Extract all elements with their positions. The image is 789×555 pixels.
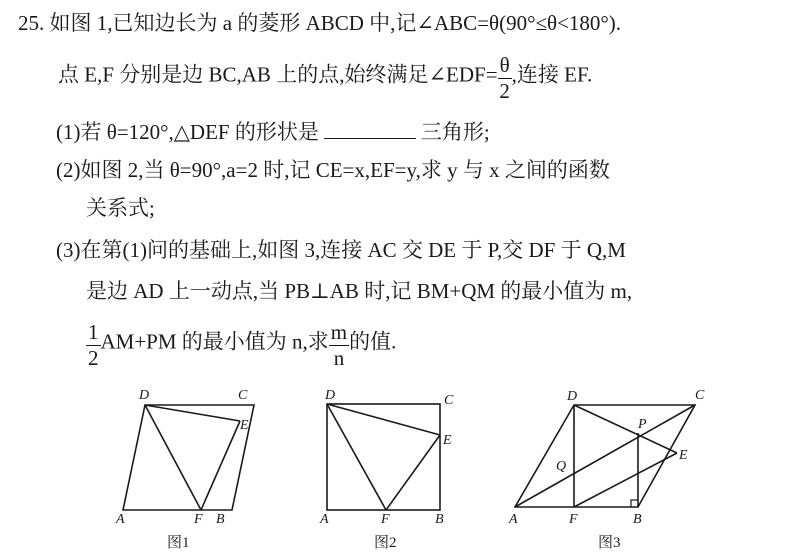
fig2-label-D: D: [325, 388, 336, 403]
figure-3: [505, 383, 715, 555]
fraction-denominator: 2: [88, 346, 99, 370]
theta-over-2-fraction: [498, 55, 512, 102]
problem-line-2: [58, 53, 593, 103]
fraction-denominator: 2: [499, 79, 510, 103]
q3-line3-end: 的值.: [349, 329, 397, 354]
fig3-label-A: A: [509, 512, 518, 527]
fig2-label-F: F: [381, 512, 390, 527]
figure-1: [110, 383, 270, 555]
fig1-label-C: C: [238, 388, 248, 403]
fig2-line-EF: [386, 435, 440, 510]
fraction-numerator: 1: [88, 320, 99, 344]
question-2-line-1: (2)如图 2,当 θ=90°,a=2 时,记 CE=x,EF=y,求 y 与 x 之间的函数: [56, 158, 610, 182]
one-half-fraction: [86, 322, 101, 369]
fig3-line-EF: [574, 453, 677, 507]
figure-2: [318, 383, 468, 555]
answer-blank[interactable]: [324, 121, 416, 139]
fig3-label-P: P: [638, 417, 647, 432]
fig2-label-A: A: [320, 512, 329, 527]
fig1-label-F: F: [194, 512, 203, 527]
question-3-line-3: [86, 320, 397, 370]
fig3-line-DE: [574, 405, 677, 453]
fig1-label-D: D: [139, 388, 150, 403]
m-over-n-fraction: [329, 322, 349, 369]
fig2-line-DF: [327, 404, 386, 510]
fig3-label-B: B: [633, 512, 642, 527]
fig2-line-DE: [327, 404, 440, 435]
fraction-numerator: θ: [499, 53, 510, 77]
fig1-label-B: B: [216, 512, 225, 527]
fig3-label-D: D: [567, 389, 578, 404]
question-1: [56, 121, 490, 143]
fig2-label-C: C: [444, 393, 454, 408]
fraction-numerator: m: [330, 320, 348, 344]
fig3-caption: 图3: [598, 535, 621, 551]
fig2-label-B: B: [435, 512, 444, 527]
fig3-label-Q: Q: [556, 459, 567, 474]
fig1-label-A: A: [116, 512, 125, 527]
q1-before: (1)若 θ=120°,△DEF 的形状是: [56, 120, 319, 144]
fig1-line-DF: [145, 405, 201, 510]
line2-before: 点 E,F 分别是边 BC,AB 上的点,始终满足∠EDF=: [58, 62, 498, 87]
question-2-line-2: 关系式;: [86, 196, 155, 220]
fig1-line-DE: [145, 405, 240, 421]
q3-line3-mid: AM+PM 的最小值为 n,求: [100, 329, 329, 354]
question-3-line-1: (3)在第(1)问的基础上,如图 3,连接 AC 交 DE 于 P,交 DF 于 Q,M: [56, 238, 626, 262]
fig3-right-angle-mark: [631, 500, 638, 507]
line2-after: ,连接 EF.: [511, 62, 593, 87]
fig1-caption: 图1: [167, 535, 190, 551]
fig2-label-E: E: [443, 433, 452, 448]
fig3-label-E: E: [679, 448, 688, 463]
fig1-label-E: E: [240, 418, 249, 433]
fig3-label-F: F: [569, 512, 578, 527]
question-3-line-2: 是边 AD 上一动点,当 PB⊥AB 时,记 BM+QM 的最小值为 m,: [86, 279, 633, 303]
fig3-label-C: C: [695, 388, 705, 403]
fraction-denominator: n: [333, 346, 345, 370]
q1-after: 三角形;: [420, 120, 490, 144]
fig2-caption: 图2: [374, 535, 397, 551]
problem-line-1: 25. 如图 1,已知边长为 a 的菱形 ABCD 中,记∠ABC=θ(90°≤θ<180°).: [18, 11, 622, 35]
